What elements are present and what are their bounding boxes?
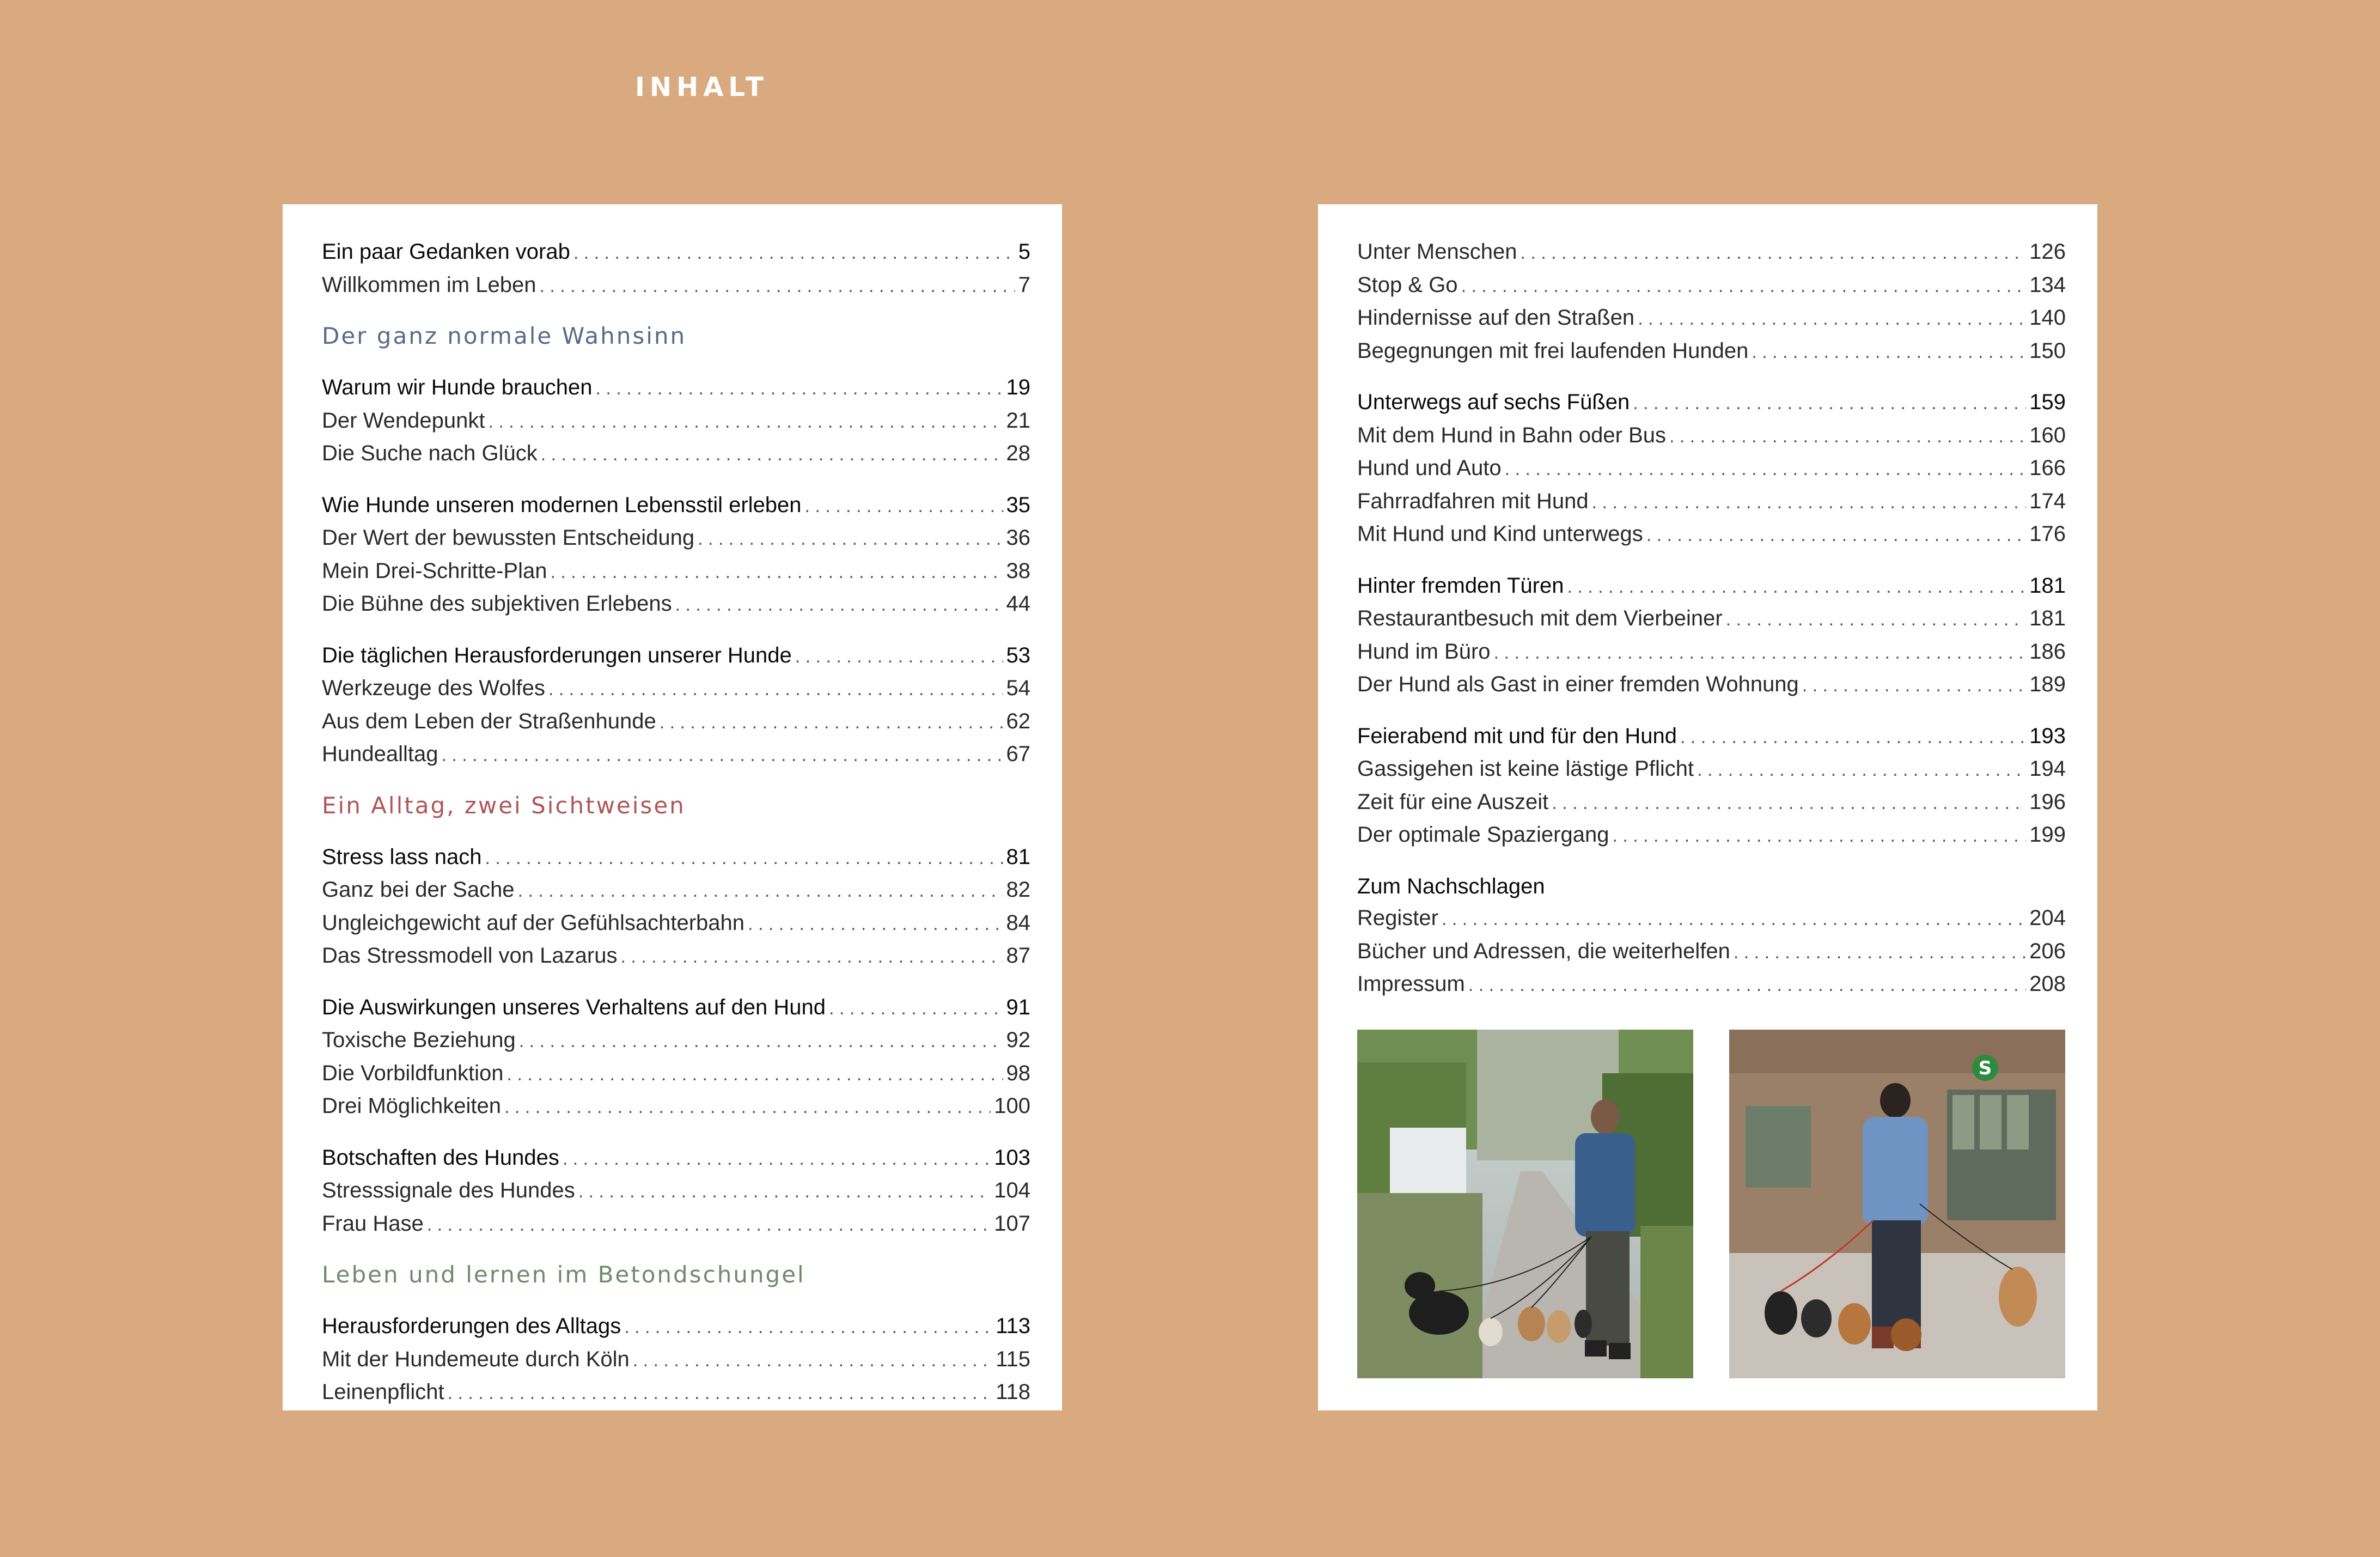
toc-page-number: 199	[2029, 823, 2066, 847]
toc-entry-title: Hund und Auto	[1357, 456, 1502, 480]
toc-entry-title: Wie Hunde unseren modernen Lebensstil erleben	[322, 492, 802, 517]
page-heading: INHALT	[635, 72, 768, 102]
toc-page-number: 87	[1006, 944, 1030, 968]
toc-entry[interactable]	[322, 1024, 1030, 1057]
toc-entry-title: Die Suche nach Glück	[322, 441, 538, 465]
toc-page-number: 181	[2029, 573, 2066, 598]
toc-page-number: 100	[994, 1094, 1030, 1118]
toc-dot-leader	[596, 373, 1003, 405]
toc-page-number: 67	[1006, 742, 1030, 766]
toc-dot-leader	[1461, 270, 2027, 302]
toc-dot-leader	[1752, 336, 2026, 368]
toc-entry-title: Stress lass nach	[322, 844, 482, 869]
toc-dot-leader	[1505, 453, 2027, 485]
toc-dot-leader	[1638, 303, 2026, 335]
toc-entry-title: Die Vorbildfunktion	[322, 1061, 504, 1085]
toc-entry-title: Hindernisse auf den Straßen	[1357, 306, 1635, 330]
toc-entry-title: Mein Drei-Schritte-Plan	[322, 558, 547, 583]
toc-dot-leader	[675, 589, 1003, 621]
toc-entry[interactable]	[322, 522, 1030, 555]
toc-page-number: 160	[2029, 423, 2066, 447]
toc-group	[322, 841, 1030, 973]
section-heading-3: Leben und lernen im Betondschungel	[322, 1261, 805, 1288]
toc-entry[interactable]	[1357, 302, 2066, 335]
toc-page-number: 84	[1006, 910, 1030, 935]
toc-group	[1357, 386, 2066, 551]
toc-entry[interactable]	[322, 236, 1030, 269]
toc-dot-leader	[550, 556, 1003, 588]
toc-entry-title: Der Wert der bewussten Entscheidung	[322, 526, 695, 550]
toc-dot-leader	[633, 1345, 992, 1377]
toc-entry[interactable]	[322, 1090, 1030, 1123]
toc-page-number: 5	[1018, 240, 1030, 264]
toc-entry-title: Die Auswirkungen unseres Verhaltens auf den Hund	[322, 995, 826, 1019]
toc-entry-title: Stop & Go	[1357, 272, 1458, 297]
toc-entry[interactable]	[1357, 720, 2066, 753]
toc-entry[interactable]	[322, 992, 1030, 1025]
toc-entry-title: Leinenpflicht	[322, 1380, 444, 1404]
toc-dot-leader	[620, 941, 1003, 973]
toc-entry-title: Bücher und Adressen, die weiterhelfen	[1357, 939, 1730, 963]
toc-entry[interactable]	[1357, 518, 2066, 551]
toc-entry[interactable]	[322, 1310, 1030, 1343]
toc-dot-leader	[748, 908, 1003, 940]
toc-entry[interactable]	[1357, 668, 2066, 702]
toc-entry-title: Die Bühne des subjektiven Erlebens	[322, 592, 672, 616]
toc-dot-leader	[1592, 486, 2027, 519]
toc-page-number: 98	[1006, 1061, 1030, 1085]
toc-dot-leader	[578, 1176, 991, 1208]
man-walking-dogs-station-photo	[1729, 1030, 2065, 1378]
toc-dot-leader	[504, 1091, 991, 1123]
toc-dot-leader	[1468, 969, 2026, 1001]
toc-entry[interactable]	[322, 738, 1030, 771]
toc-dot-leader	[427, 1209, 991, 1241]
toc-entry-title: Restaurantbesuch mit dem Vierbeiner	[1357, 606, 1723, 630]
toc-dot-leader	[548, 673, 1003, 705]
toc-entry[interactable]	[322, 1376, 1030, 1409]
toc-dot-leader	[1734, 936, 2026, 969]
toc-entry-title: Werkzeuge des Wolfes	[322, 676, 545, 700]
toc-page-number: 81	[1006, 844, 1030, 869]
toc-entry[interactable]	[322, 1343, 1030, 1377]
toc-dot-leader	[1567, 571, 2026, 603]
toc-dot-leader	[660, 707, 1003, 739]
toc-group	[322, 489, 1030, 621]
toc-page-number: 53	[1006, 643, 1030, 667]
toc-entry[interactable]	[322, 1142, 1030, 1175]
toc-dot-leader	[1612, 820, 2026, 852]
toc-entry[interactable]	[1357, 819, 2066, 852]
man-walking-dogs-street-photo	[1357, 1030, 1693, 1378]
section-heading-2: Ein Alltag, zwei Sichtweisen	[322, 792, 686, 819]
toc-page-left	[283, 204, 1062, 1410]
toc-entry[interactable]	[1357, 935, 2066, 969]
toc-dot-leader	[1552, 787, 2026, 819]
toc-entry[interactable]	[1357, 603, 2066, 636]
toc-entry-title: Hinter fremden Türen	[1357, 573, 1564, 598]
toc-dot-leader	[541, 439, 1003, 471]
toc-entry[interactable]	[322, 841, 1030, 874]
section-2-groups	[322, 841, 1030, 1241]
toc-entry[interactable]	[322, 907, 1030, 940]
toc-entry-title: Ganz bei der Sache	[322, 878, 515, 902]
toc-dot-leader	[1669, 421, 2026, 453]
toc-page-number: 118	[996, 1380, 1030, 1404]
photo-row	[1357, 1030, 2066, 1378]
toc-group	[1357, 720, 2066, 852]
toc-dot-leader	[829, 993, 1003, 1025]
toc-page-number: 208	[2029, 972, 2066, 996]
toc-entry-title: Mit Hund und Kind unterwegs	[1357, 522, 1643, 546]
toc-entry-title: Ein paar Gedanken vorab	[322, 240, 570, 264]
toc-page-number: 204	[2029, 906, 2066, 930]
toc-entry[interactable]	[322, 555, 1030, 588]
toc-page-number: 150	[2029, 338, 2066, 363]
toc-entry-title: Der Hund als Gast in einer fremden Wohnung	[1357, 672, 1799, 696]
toc-page-number: 206	[2029, 939, 2066, 963]
toc-group	[322, 372, 1030, 471]
toc-entry-title: Ungleichgewicht auf der Gefühlsachterbahn	[322, 910, 745, 935]
toc-entry[interactable]	[1357, 269, 2066, 302]
section-3-groups	[322, 1310, 1030, 1409]
toc-entry[interactable]	[322, 405, 1030, 438]
toc-dot-leader	[563, 1143, 991, 1175]
toc-dot-leader	[539, 270, 1015, 302]
toc-entry[interactable]	[1357, 452, 2066, 485]
toc-entry-title: Der Wendepunkt	[322, 408, 485, 433]
toc-page-number: 189	[2029, 672, 2066, 696]
toc-entry-title: Das Stressmodell von Lazarus	[322, 944, 618, 968]
toc-entry-title: Der optimale Spaziergang	[1357, 823, 1609, 847]
toc-page-number: 21	[1006, 408, 1030, 433]
toc-entry-title: Feierabend mit und für den Hund	[1357, 723, 1677, 748]
toc-entry[interactable]	[322, 372, 1030, 405]
toc-page-number: 181	[2029, 606, 2066, 630]
toc-dot-leader	[1633, 387, 2026, 419]
toc-entry[interactable]	[322, 489, 1030, 522]
toc-dot-leader	[518, 875, 1003, 907]
toc-dot-leader	[1680, 721, 2026, 753]
toc-page-number: 19	[1006, 375, 1030, 399]
toc-page-number: 7	[1018, 272, 1030, 297]
toc-page-number: 36	[1006, 526, 1030, 550]
toc-entry-title: Willkommen im Leben	[322, 272, 536, 297]
toc-dot-leader	[698, 523, 1003, 555]
toc-page-number: 134	[2029, 272, 2066, 297]
toc-entry-title: Register	[1357, 906, 1438, 930]
toc-entry-title: Drei Möglichkeiten	[322, 1094, 502, 1118]
toc-entry[interactable]	[322, 588, 1030, 621]
toc-intro-group	[322, 236, 1030, 302]
toc-dot-leader	[624, 1311, 992, 1343]
toc-entry-title: Warum wir Hunde brauchen	[322, 375, 593, 399]
toc-dot-leader	[507, 1059, 1003, 1091]
toc-dot-leader	[448, 1377, 993, 1409]
toc-page-number: 166	[2029, 456, 2066, 480]
toc-entry[interactable]	[322, 437, 1030, 471]
toc-entry-title: Die täglichen Herausforderungen unserer Hunde	[322, 643, 792, 667]
toc-dot-leader	[1697, 754, 2026, 786]
toc-page-number: 28	[1006, 441, 1030, 465]
toc-entry[interactable]	[322, 672, 1030, 705]
toc-page-number: 140	[2029, 306, 2066, 330]
toc-entry-title: Mit dem Hund in Bahn oder Bus	[1357, 423, 1666, 447]
toc-page-number: 174	[2029, 489, 2066, 513]
toc-entry-title: Mit der Hundemeute durch Köln	[322, 1347, 630, 1371]
appendix-group	[1357, 902, 2066, 1001]
toc-entry-title: Zeit für eine Auszeit	[1357, 789, 1549, 814]
toc-dot-leader	[485, 842, 1003, 874]
toc-group	[322, 640, 1030, 771]
toc-entry[interactable]	[1357, 636, 2066, 669]
toc-entry[interactable]	[322, 705, 1030, 739]
toc-entry-title: Toxische Beziehung	[322, 1028, 516, 1052]
toc-entry[interactable]	[322, 1175, 1030, 1208]
toc-page-number: 104	[994, 1178, 1030, 1202]
toc-page-number: 196	[2029, 789, 2066, 814]
toc-entry[interactable]	[1357, 386, 2066, 419]
toc-entry-title: Stresssignale des Hundes	[322, 1178, 575, 1202]
toc-entry[interactable]	[1357, 236, 2066, 269]
toc-entry[interactable]	[1357, 753, 2066, 786]
toc-page-right	[1318, 204, 2097, 1410]
toc-entry-title: Herausforderungen des Alltags	[322, 1314, 621, 1338]
toc-page-number: 107	[994, 1211, 1030, 1236]
toc-entry-title: Impressum	[1357, 972, 1465, 996]
toc-page-number: 186	[2029, 639, 2066, 664]
svg-text:S: S	[1978, 1057, 1992, 1079]
toc-page-number: 62	[1006, 709, 1030, 733]
toc-page-number: 92	[1006, 1028, 1030, 1052]
toc-entry[interactable]	[1357, 335, 2066, 368]
toc-group	[1357, 570, 2066, 702]
toc-dot-leader	[519, 1025, 1003, 1057]
toc-entry[interactable]	[322, 1208, 1030, 1241]
toc-entry-title: Hundealltag	[322, 742, 438, 766]
toc-group	[322, 992, 1030, 1123]
section-1-groups	[322, 372, 1030, 771]
toc-entry-title: Hund im Büro	[1357, 639, 1491, 664]
toc-entry[interactable]	[322, 640, 1030, 673]
toc-dot-leader	[1646, 519, 2027, 551]
toc-page-number: 44	[1006, 592, 1030, 616]
section-heading-1: Der ganz normale Wahnsinn	[322, 323, 687, 349]
toc-entry-title: Unter Menschen	[1357, 240, 1517, 264]
toc-entry[interactable]	[1357, 419, 2066, 453]
appendix-heading: Zum Nachschlagen	[1357, 874, 1545, 898]
toc-entry[interactable]	[322, 874, 1030, 907]
toc-entry-title: Aus dem Leben der Straßenhunde	[322, 709, 656, 733]
toc-dot-leader	[1726, 604, 2027, 636]
toc-entry-title: Begegnungen mit frei laufenden Hunden	[1357, 338, 1749, 363]
toc-page-number: 54	[1006, 676, 1030, 700]
toc-entry[interactable]	[1357, 902, 2066, 935]
toc-entry-title: Unterwegs auf sechs Füßen	[1357, 390, 1630, 414]
toc-dot-leader	[573, 237, 1015, 269]
toc-dot-leader	[795, 641, 1003, 673]
toc-group	[1357, 236, 2066, 368]
toc-page-number: 176	[2029, 522, 2066, 546]
toc-page-number: 38	[1006, 558, 1030, 583]
toc-entry[interactable]	[322, 940, 1030, 973]
toc-entry[interactable]	[322, 1057, 1030, 1091]
toc-entry-title: Botschaften des Hundes	[322, 1145, 559, 1170]
toc-page-number: 103	[994, 1145, 1030, 1170]
toc-page-number: 91	[1006, 995, 1030, 1019]
toc-dot-leader	[1802, 670, 2026, 702]
toc-entry[interactable]	[1357, 786, 2066, 819]
toc-page-number: 82	[1006, 878, 1030, 902]
toc-entry-title: Frau Hase	[322, 1211, 424, 1236]
toc-page-number: 115	[996, 1347, 1030, 1371]
toc-page-number: 194	[2029, 757, 2066, 781]
toc-dot-leader	[1494, 637, 2027, 669]
toc-page-number: 35	[1006, 492, 1030, 517]
right-groups	[1357, 236, 2066, 852]
toc-group	[322, 1142, 1030, 1241]
toc-group	[322, 1310, 1030, 1409]
toc-dot-leader	[1442, 903, 2026, 935]
toc-page-number: 113	[996, 1314, 1030, 1338]
toc-page-number: 126	[2029, 240, 2066, 264]
toc-dot-leader	[805, 490, 1003, 522]
toc-entry[interactable]	[1357, 968, 2066, 1001]
toc-entry[interactable]	[322, 269, 1030, 302]
toc-dot-leader	[442, 739, 1003, 771]
toc-page-number: 159	[2029, 390, 2066, 414]
toc-dot-leader	[488, 406, 1003, 438]
toc-dot-leader	[1520, 237, 2026, 269]
toc-page-number: 193	[2029, 723, 2066, 748]
toc-entry[interactable]	[1357, 570, 2066, 603]
toc-entry-title: Fahrradfahren mit Hund	[1357, 489, 1589, 513]
toc-entry[interactable]	[1357, 485, 2066, 519]
toc-entry-title: Gassigehen ist keine lästige Pflicht	[1357, 757, 1694, 781]
